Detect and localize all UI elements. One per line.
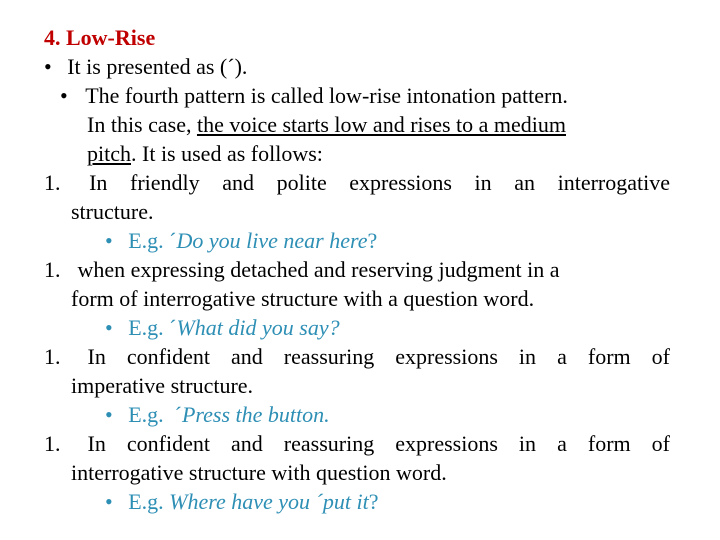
bullet-icon: • [105,489,113,514]
bullet-icon: • [105,228,113,253]
item-1-line-1 [44,168,670,197]
stress-mark: ´ [169,228,177,253]
item-text: In friendly and polite expressions in an interrogative [89,170,670,195]
item-2-line-1 [44,255,560,284]
intro-bullet-1 [44,52,247,81]
intro-text-3a: In this case, [87,112,197,137]
item-1-example [105,226,377,255]
example-suffix: ? [368,489,379,514]
item-3-example [105,400,330,429]
bullet-icon: • [105,315,113,340]
intro-line-4 [87,139,323,168]
intro-text-4b: . It is used as follows: [131,141,323,166]
item-number: 1. [44,431,61,456]
example-text: Do you live near here [176,228,368,253]
slide-title: 4. Low-Rise [44,25,156,50]
item-text: In confident and reassuring expressions in a form of [87,344,670,369]
item-2-example [105,313,340,342]
stress-mark: ´ [169,315,177,340]
item-number: 1. [44,170,61,195]
example-text: Press the button. [181,402,330,427]
item-2-line-2: form of interrogative structure with a question word. [71,286,535,311]
example-prefix: E.g. [128,489,170,514]
example-prefix: E.g. [128,315,170,340]
intro-underlined-4: pitch [87,141,131,166]
item-number: 1. [44,344,61,369]
example-prefix: E.g. [128,228,170,253]
item-text: when expressing detached and reserving judgment in a [72,257,560,282]
bullet-icon: • [60,83,68,108]
stress-mark: ´ [169,402,182,427]
bullet-icon: • [105,402,113,427]
item-4-line-1 [44,429,670,458]
item-4-line-2: interrogative structure with question word. [71,460,447,485]
item-1-line-2: structure. [71,199,154,224]
intro-underlined-3: the voice starts low and rises to a medium [196,112,566,137]
item-3-line-2: imperative structure. [71,373,254,398]
item-3-line-1 [44,342,670,371]
example-text: What did you say? [176,315,340,340]
example-prefix: E.g. [128,402,170,427]
example-suffix: ? [367,228,378,253]
intro-text-1: It is presented as (´). [67,54,248,79]
example-text: Where have you ´put it [169,489,369,514]
item-4-example [105,487,378,516]
intro-bullet-2 [60,81,568,110]
intro-line-3 [87,110,566,139]
bullet-icon: • [44,54,52,79]
intro-text-2: The fourth pattern is called low-rise intonation pattern. [85,83,568,108]
item-text: In confident and reassuring expressions in a form of [87,431,670,456]
item-number: 1. [44,257,61,282]
